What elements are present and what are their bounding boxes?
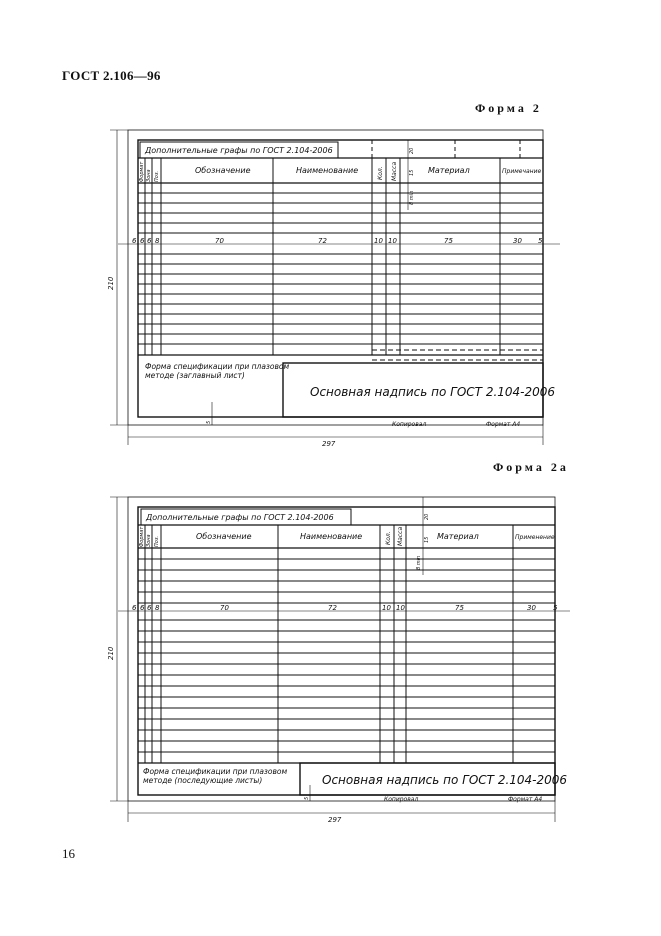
form-2-dim-material: 75	[444, 237, 453, 245]
form-2a-dim-top: 20	[424, 513, 430, 520]
form-2a-dim-row: 15	[424, 536, 430, 543]
form-2-extra-columns-title: Дополнительные графы по ГОСТ 2.104-2006	[145, 146, 333, 155]
form-2-dim-right: 5	[538, 237, 543, 245]
form-2-dim-row-min: 8 min	[409, 190, 415, 205]
form-2a-col-zone: Зона	[146, 534, 152, 547]
form-2-note-line-1: Форма спецификации при плазовом	[145, 362, 290, 371]
form-2a-dim-application: 30	[527, 604, 536, 612]
form-2-dim-name: 72	[318, 237, 327, 245]
form-2a-copied: Копировал	[384, 796, 419, 803]
form-2-dim-height: 210	[107, 276, 115, 290]
form-2a-col-name: Наименование	[300, 532, 363, 541]
form-2-col-application: Примечание	[502, 168, 542, 175]
form-2a-dim-right: 5	[553, 604, 558, 612]
form-2-col-qty: Кол.	[377, 166, 384, 180]
form-2-dim-stamp: 5	[206, 420, 212, 424]
form-2a-dim-c1: 6	[140, 604, 145, 612]
form-2-dim-c2: 6	[147, 237, 152, 245]
form-2a-dim-material: 75	[455, 604, 464, 612]
form-2a-note-line-1: Форма спецификации при плазовом	[143, 767, 288, 776]
form-2-col-designation: Обозначение	[195, 166, 251, 175]
form-2a-extra-columns-title: Дополнительные графы по ГОСТ 2.104-2006	[146, 513, 334, 522]
form-2-col-zone: Зона	[146, 169, 152, 182]
form-2-dim-c3: 8	[155, 237, 160, 245]
form-2-note-line-2: методе (заглавный лист)	[145, 371, 245, 380]
form-2a-dim-name: 72	[328, 604, 337, 612]
form-2a-label: Форма 2а	[493, 460, 569, 474]
form-2-col-material: Материал	[428, 166, 470, 175]
form-2a-dim-c2: 6	[147, 604, 152, 612]
form-2-dim-mass: 10	[388, 237, 397, 245]
form-2-label: Форма 2	[475, 101, 542, 115]
form-2a-col-qty: Кол.	[385, 531, 392, 545]
form-2a-dim-left: 6	[132, 604, 137, 612]
document-code: ГОСТ 2.106—96	[62, 68, 161, 83]
form-2-copied: Копировал	[392, 421, 427, 428]
form-2-col-mass: Масса	[391, 161, 398, 181]
form-2a-col-position: Поз.	[154, 535, 160, 547]
form-2-dim-left: 6	[132, 237, 137, 245]
form-2a-col-mass: Масса	[397, 526, 404, 546]
form-2a-dim-c3: 8	[155, 604, 160, 612]
form-2a-dim-qty: 10	[382, 604, 391, 612]
form-2-col-name: Наименование	[296, 166, 359, 175]
page-number: 16	[62, 846, 75, 861]
form-2-dim-width: 297	[322, 440, 336, 448]
form-2a-note-line-2: методе (последующие листы)	[143, 776, 263, 785]
form-2-col-format: Формат	[139, 161, 145, 182]
form-2a-dim-height: 210	[107, 646, 115, 660]
form-2a-col-designation: Обозначение	[196, 532, 252, 541]
form-2-col-position: Поз.	[154, 170, 160, 182]
form-2a-dim-row-min: 8 min	[416, 555, 422, 570]
form-2-dim-row: 15	[409, 169, 415, 176]
form-2a-dim-designation: 70	[220, 604, 229, 612]
form-2a-dim-stamp: 5	[304, 796, 310, 800]
form-2-dim-top: 20	[409, 147, 415, 154]
form-2a-dim-width: 297	[328, 816, 342, 824]
form-2-dim-application: 30	[513, 237, 522, 245]
form-2-dim-designation: 70	[215, 237, 224, 245]
form-2a-stamp-text: Основная надпись по ГОСТ 2.104-2006	[322, 773, 568, 787]
form-2-format: Формат А4	[486, 421, 521, 428]
form-2-dim-qty: 10	[374, 237, 383, 245]
form-2a-col-format: Формат	[139, 526, 145, 547]
form-2-dim-c1: 6	[140, 237, 145, 245]
form-2a-format: Формат А4	[508, 796, 543, 803]
form-2-stamp-text: Основная надпись по ГОСТ 2.104-2006	[310, 385, 556, 399]
form-2a-dim-mass: 10	[396, 604, 405, 612]
form-2a-col-application: Применение	[515, 534, 555, 541]
form-2a-col-material: Материал	[437, 532, 479, 541]
